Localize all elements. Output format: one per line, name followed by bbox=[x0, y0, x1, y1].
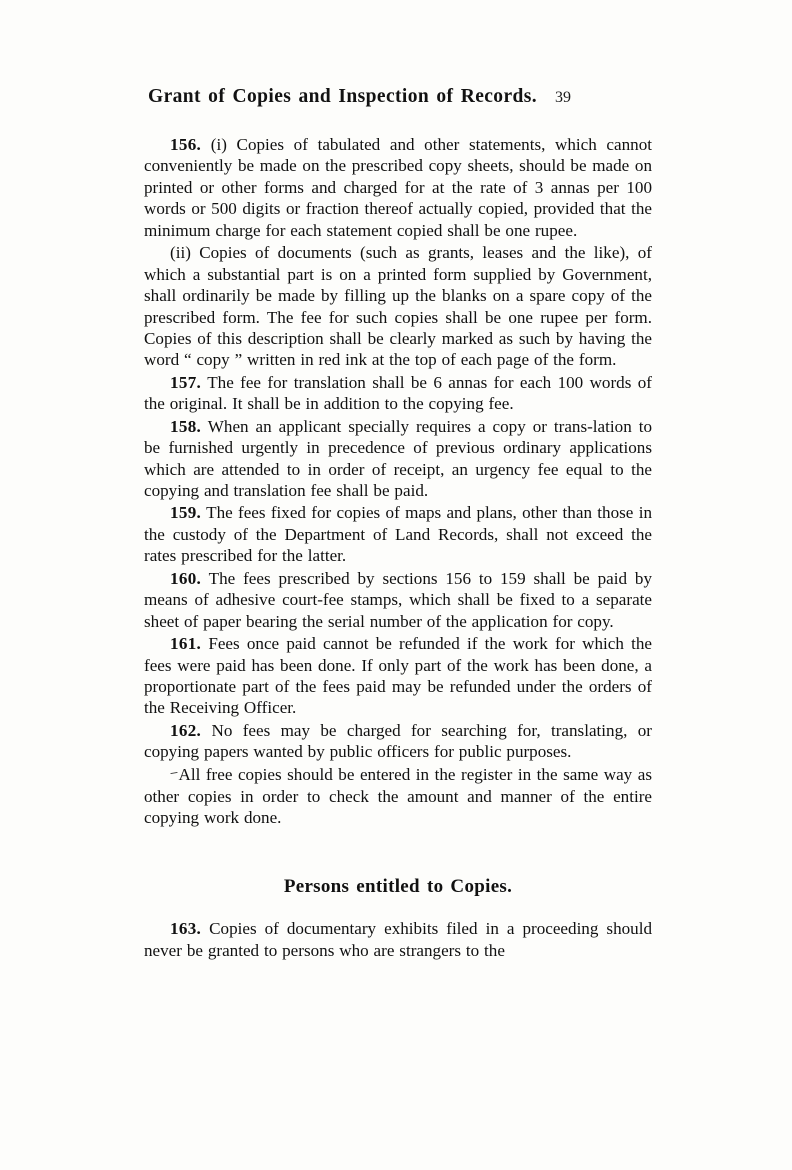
paragraph-text: The fee for translation shall be 6 annas for each 100 words of the original. It shall be in addition to the copying fee. bbox=[144, 372, 652, 414]
paragraph-number: 159. bbox=[170, 503, 202, 523]
section-heading: Persons entitled to Copies. bbox=[283, 876, 513, 898]
paragraph-text: (ii) Copies of documents (such as grants, leases and the like), of which a substantial part is on a printed form supplied by Government, shall ordinarily be made by filling up the blanks on a spare copy of the prescribed form. The fee for such copies shall be one rupee per form. Copies of this description shall be clearly marked as such by having the word “ copy ” written in red ink at the top of each page of the form. bbox=[144, 243, 652, 370]
paragraph-free-copies bbox=[144, 764, 652, 829]
paragraph-number: 156. bbox=[170, 135, 202, 154]
paragraph-163 bbox=[144, 918, 652, 961]
paragraph-number: 161. bbox=[170, 634, 202, 654]
paragraph-text: Copies of documentary exhibits filed in a proceeding should never be granted to persons who are strangers to the bbox=[144, 919, 653, 960]
paragraph-162 bbox=[144, 720, 652, 763]
paragraph-161 bbox=[144, 633, 652, 719]
paragraph-158 bbox=[144, 416, 652, 502]
paragraph-160 bbox=[144, 568, 652, 632]
page-content bbox=[144, 86, 652, 961]
paragraph-number: 163. bbox=[170, 919, 202, 939]
paragraph-number: 162. bbox=[170, 720, 202, 740]
paragraph-text: (i) Copies of tabulated and other statements, which cannot conveniently be made on the prescribed copy sheets, should be made on printed or other forms and charged for at the rate of 3 annas per 100 words or 500 digits or fraction thereof actually copied, provided that the minimum charge for each statement copied shall be one rupee. bbox=[144, 135, 652, 240]
paragraph-number: 160. bbox=[170, 568, 202, 588]
paragraph-text: Fees once paid cannot be refunded if the work for which the fees were paid has been done. If only part of the work has been done, a proportionate part of the fees paid may be refunded under the orders of the Receiving Officer. bbox=[144, 634, 652, 718]
running-header bbox=[144, 86, 652, 108]
paragraph-157 bbox=[144, 372, 652, 415]
paragraph-text: No fees may be charged for searching for, translating, or copying papers wanted by public officers for public purposes. bbox=[144, 720, 652, 762]
page-number: 39 bbox=[555, 89, 572, 106]
paragraph-156 bbox=[144, 134, 652, 241]
paragraph-text: When an applicant specially requires a copy or trans-lation to be furnished urgently in precedence of previous ordinary applications which are attended to in order of receipt, an urgency fee equal to the copying and translation fee shall be paid. bbox=[144, 416, 652, 500]
paragraph-number: 157. bbox=[170, 372, 202, 392]
paragraph-text: All free copies should be entered in the register in the same way as other copies in order to check the amount and manner of the entire copying work done. bbox=[144, 764, 652, 827]
header-title: Grant of Copies and Inspection of Records. bbox=[148, 86, 538, 107]
paragraph-number: 158. bbox=[170, 416, 202, 436]
paragraph-156-ii bbox=[144, 242, 652, 371]
paragraph-text: The fees prescribed by sections 156 to 159 shall be paid by means of adhesive court-fee stamps, which shall be fixed to a separate sheet of paper bearing the serial number of the application for copy. bbox=[144, 568, 652, 631]
pen-stroke-mark: − bbox=[168, 765, 180, 783]
paragraph-text: The fees fixed for copies of maps and plans, other than those in the custody of the Department of Land Records, shall not exceed the rates prescribed for the latter. bbox=[144, 503, 652, 566]
paragraph-159 bbox=[144, 502, 652, 566]
